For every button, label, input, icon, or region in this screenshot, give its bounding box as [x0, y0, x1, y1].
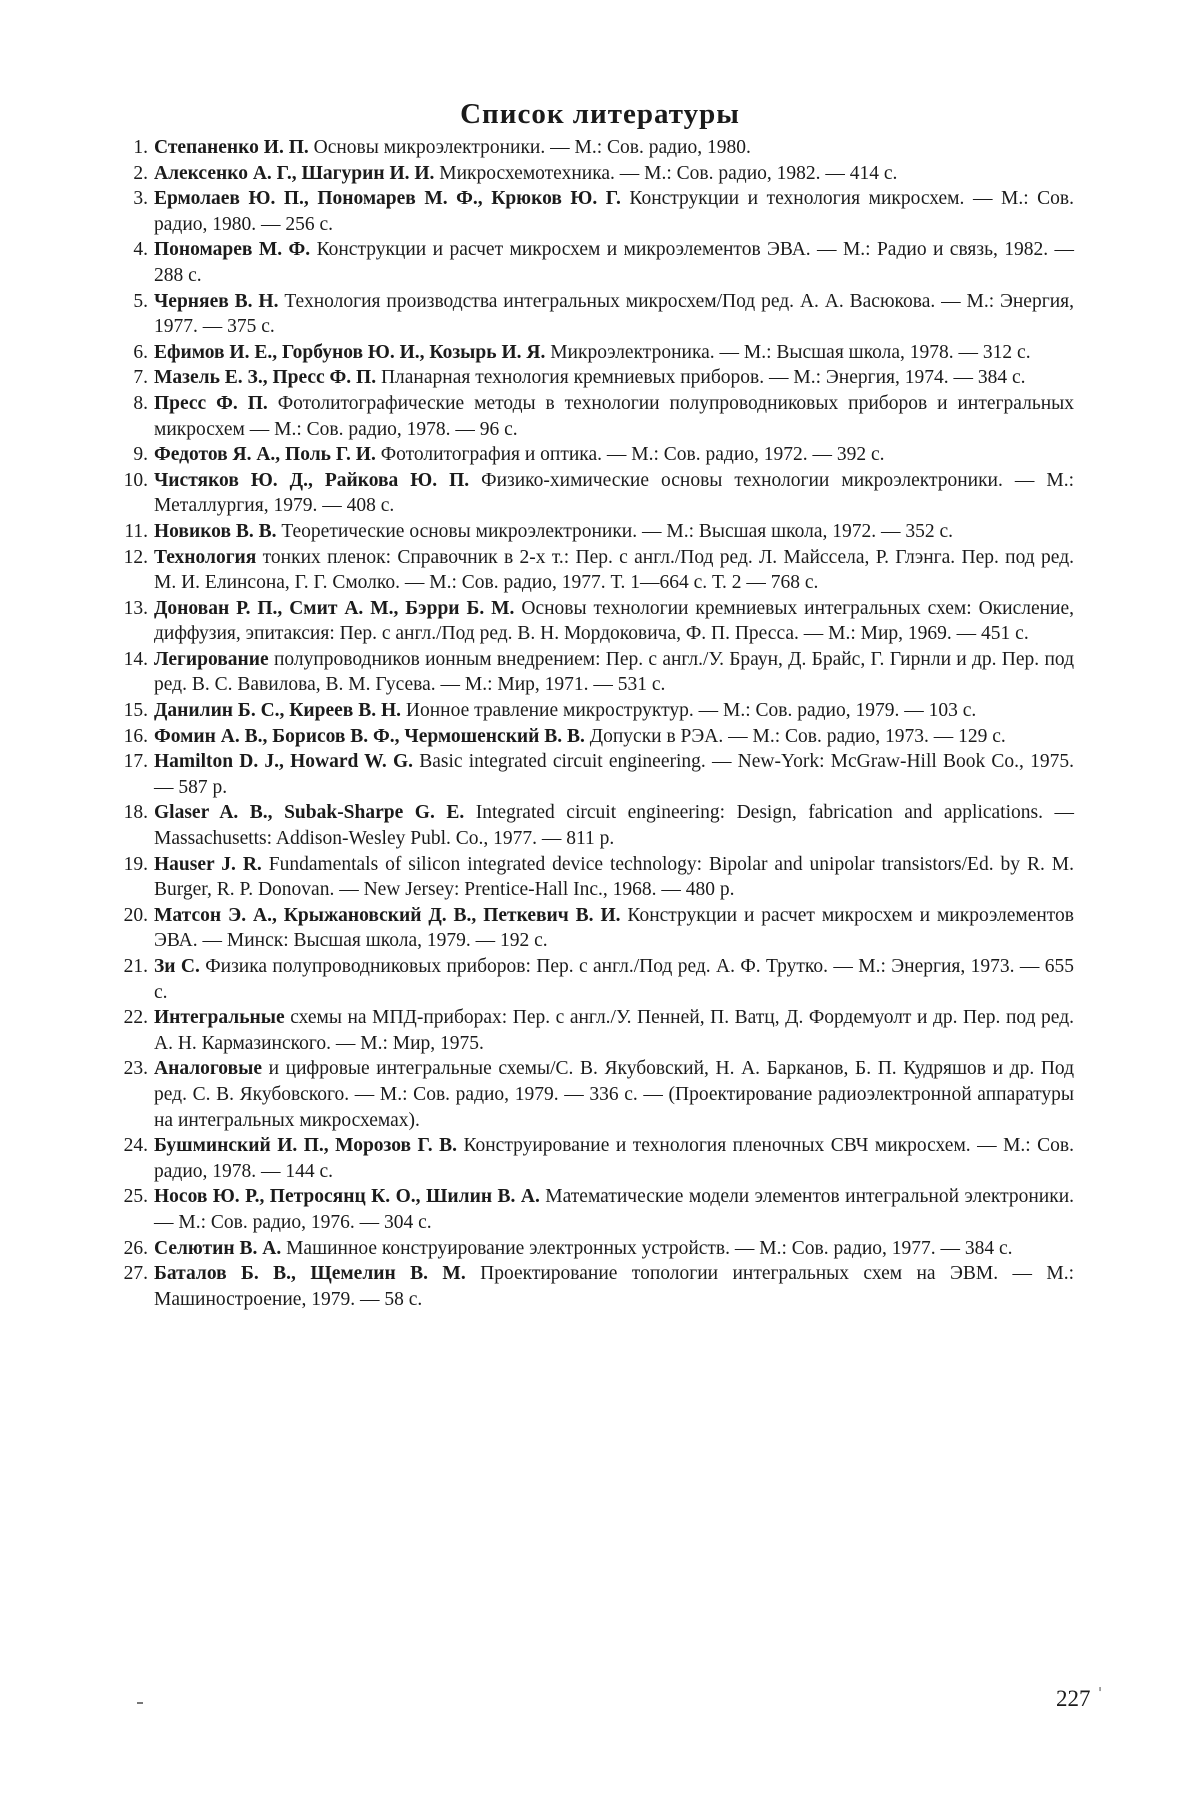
reference-authors: Федотов Я. А., Поль Г. И. [154, 444, 376, 465]
reference-text: Теоретические основы микроэлектроники. — М.: Высшая школа, 1972. — 352 с. [281, 521, 953, 542]
reference-entry [118, 237, 1074, 288]
reference-authors: Ермолаев Ю. П., Пономарев М. Ф., Крюков Ю. Г. [154, 188, 621, 209]
reference-number: 13. [118, 596, 148, 622]
reference-text: Основы микроэлектроники. — М.: Сов. радио, 1980. [314, 137, 751, 158]
reference-entry [118, 1133, 1074, 1184]
reference-number: 4. [118, 237, 148, 263]
reference-text: Fundamentals of silicon integrated device technology: Bipolar and unipolar transistors/Ed. by R. M. Burger, R. P. Donovan. — New Jersey: Prentice-Hall Inc., 1968. — 480 p. [154, 854, 1074, 901]
reference-text: тонких пленок: Справочник в 2-х т.: Пер. с англ./Под ред. Л. Майссела, Р. Глэнга. Пер. под ред. М. И. Елинсона, Г. Г. Смолко. — М.: Сов. радио, 1977. Т. 1—664 с. Т. 2 — 768 с. [154, 547, 1074, 594]
reference-number: 20. [118, 903, 148, 929]
reference-entry [118, 391, 1074, 442]
reference-entry [118, 468, 1074, 519]
reference-entry [118, 903, 1074, 954]
reference-authors: Баталов Б. В., Щемелин В. М. [154, 1263, 466, 1284]
reference-text: Допуски в РЭА. — М.: Сов. радио, 1973. — 129 с. [590, 726, 1006, 747]
reference-number: 15. [118, 698, 148, 724]
document-page [0, 0, 1200, 1800]
reference-text: схемы на МПД-приборах: Пер. с англ./У. Пенней, П. Ватц, Д. Фордемуолт и др. Пер. под ред. А. Н. Кармазинского. — М.: Мир, 1975. [154, 1007, 1074, 1054]
reference-entry [118, 698, 1074, 724]
reference-authors: Матсон Э. А., Крыжановский Д. В., Петкевич В. И. [154, 905, 621, 926]
reference-authors: Алексенко А. Г., Шагурин И. И. [154, 163, 434, 184]
reference-text: Ионное травление микроструктур. — М.: Сов. радио, 1979. — 103 с. [406, 700, 976, 721]
reference-authors: Селютин В. А. [154, 1238, 281, 1259]
reference-number: 26. [118, 1236, 148, 1262]
page-tick-mark: ' [1098, 1684, 1102, 1702]
reference-text: полупроводников ионным внедрением: Пер. с англ./У. Браун, Д. Брайс, Г. Гирнли и др. Пер. под ред. В. С. Вавилова, В. М. Гусева. — М.: Мир, 1971. — 531 с. [154, 649, 1074, 696]
reference-entry [118, 1236, 1074, 1262]
reference-entry [118, 954, 1074, 1005]
reference-authors: Черняев В. Н. [154, 291, 278, 312]
reference-authors: Ефимов И. Е., Горбунов Ю. И., Козырь И. Я. [154, 342, 545, 363]
reference-list [118, 135, 1074, 1312]
page-number: 227 [1056, 1686, 1091, 1712]
reference-text: Конструкции и расчет микросхем и микроэлементов ЭВА. — Минск: Высшая школа, 1979. — 192 с. [154, 905, 1074, 952]
reference-entry [118, 289, 1074, 340]
reference-number: 27. [118, 1261, 148, 1287]
reference-authors: Фомин А. В., Борисов В. Ф., Чермошенский В. В. [154, 726, 585, 747]
reference-authors: Технология [154, 547, 256, 568]
reference-number: 9. [118, 442, 148, 468]
reference-text: Конструкции и расчет микросхем и микроэлементов ЭВА. — М.: Радио и связь, 1982. — 288 с. [154, 239, 1074, 286]
reference-entry [118, 340, 1074, 366]
reference-entry [118, 800, 1074, 851]
reference-text: Машинное конструирование электронных устройств. — М.: Сов. радио, 1977. — 384 с. [286, 1238, 1012, 1259]
reference-authors: Носов Ю. Р., Петросянц К. О., Шилин В. А. [154, 1186, 540, 1207]
reference-number: 3. [118, 186, 148, 212]
reference-authors: Hauser J. R. [154, 854, 262, 875]
reference-text: Конструирование и технология пленочных СВЧ микросхем. — М.: Сов. радио, 1978. — 144 с. [154, 1135, 1074, 1182]
reference-text: Фотолитография и оптика. — М.: Сов. радио, 1972. — 392 с. [381, 444, 885, 465]
reference-authors: Интегральные [154, 1007, 285, 1028]
reference-text: Планарная технология кремниевых приборов. — М.: Энергия, 1974. — 384 с. [381, 367, 1026, 388]
reference-entry [118, 442, 1074, 468]
reference-entry [118, 545, 1074, 596]
reference-entry [118, 596, 1074, 647]
reference-number: 25. [118, 1184, 148, 1210]
reference-entry [118, 186, 1074, 237]
reference-text: Проектирование топологии интегральных схем на ЭВМ. — М.: Машиностроение, 1979. — 58 с. [154, 1263, 1074, 1310]
reference-text: Физико-химические основы технологии микроэлектроники. — М.: Металлургия, 1979. — 408 с. [154, 470, 1074, 517]
reference-entry [118, 519, 1074, 545]
reference-text: Математические модели элементов интегральной электроники. — М.: Сов. радио, 1976. — 304 с. [154, 1186, 1074, 1233]
reference-number: 10. [118, 468, 148, 494]
reference-authors: Данилин Б. С., Киреев В. Н. [154, 700, 401, 721]
reference-number: 16. [118, 724, 148, 750]
reference-entry [118, 749, 1074, 800]
reference-entry [118, 1184, 1074, 1235]
reference-entry [118, 647, 1074, 698]
reference-authors: Glaser A. B., Subak-Sharpe G. E. [154, 802, 464, 823]
reference-number: 12. [118, 545, 148, 571]
reference-authors: Новиков В. В. [154, 521, 276, 542]
reference-text: Конструкции и технология микросхем. — М.: Сов. радио, 1980. — 256 с. [154, 188, 1074, 235]
reference-text: Физика полупроводниковых приборов: Пер. с англ./Под ред. А. Ф. Трутко. — М.: Энергия, 1973. — 655 с. [154, 956, 1074, 1003]
reference-entry [118, 1005, 1074, 1056]
reference-text: Фотолитографические методы в технологии полупроводниковых приборов и интегральных микросхем — М.: Сов. радио, 1978. — 96 с. [154, 393, 1074, 440]
reference-authors: Пономарев М. Ф. [154, 239, 310, 260]
reference-entry [118, 1056, 1074, 1133]
reference-number: 18. [118, 800, 148, 826]
reference-number: 24. [118, 1133, 148, 1159]
reference-number: 19. [118, 852, 148, 878]
reference-number: 23. [118, 1056, 148, 1082]
reference-number: 17. [118, 749, 148, 775]
reference-authors: Легирование [154, 649, 269, 670]
reference-authors: Чистяков Ю. Д., Райкова Ю. П. [154, 470, 469, 491]
reference-entry [118, 135, 1074, 161]
reference-number: 6. [118, 340, 148, 366]
reference-text: и цифровые интегральные схемы/С. В. Якубовский, Н. А. Барканов, Б. П. Кудряшов и др. Под ред. С. В. Якубовского. — М.: Сов. радио, 1979. — 336 с. — (Проектирование радиоэлектронной аппаратуры на интегральных микросхемах). [154, 1058, 1074, 1130]
reference-number: 14. [118, 647, 148, 673]
reference-number: 21. [118, 954, 148, 980]
reference-entry [118, 1261, 1074, 1312]
reference-entry [118, 365, 1074, 391]
reference-text: Integrated circuit engineering: Design, fabrication and applications. — Massachusetts: Addison-Wesley Publ. Co., 1977. — 811 p. [154, 802, 1074, 849]
reference-text: Технология производства интегральных микросхем/Под ред. А. А. Васюкова. — М.: Энергия, 1977. — 375 с. [154, 291, 1074, 338]
reference-number: 22. [118, 1005, 148, 1031]
reference-authors: Бушминский И. П., Морозов Г. В. [154, 1135, 457, 1156]
reference-authors: Пресс Ф. П. [154, 393, 268, 414]
reference-authors: Мазель Е. З., Пресс Ф. П. [154, 367, 376, 388]
reference-number: 5. [118, 289, 148, 315]
reference-number: 2. [118, 161, 148, 187]
reference-authors: Зи С. [154, 956, 200, 977]
reference-number: 8. [118, 391, 148, 417]
reference-text: Basic integrated circuit engineering. — New-York: McGraw-Hill Book Co., 1975. — 587 p. [154, 751, 1074, 798]
reference-entry [118, 161, 1074, 187]
page-mark [137, 1702, 143, 1704]
reference-text: Микроэлектроника. — М.: Высшая школа, 1978. — 312 с. [550, 342, 1030, 363]
reference-authors: Аналоговые [154, 1058, 262, 1079]
reference-text: Микросхемотехника. — М.: Сов. радио, 1982. — 414 с. [439, 163, 897, 184]
reference-entry [118, 724, 1074, 750]
reference-authors: Hamilton D. J., Howard W. G. [154, 751, 413, 772]
reference-entry [118, 852, 1074, 903]
page-title: Список литературы [0, 98, 1200, 131]
reference-authors: Донован Р. П., Смит А. М., Бэрри Б. М. [154, 598, 514, 619]
reference-number: 11. [118, 519, 148, 545]
reference-text: Основы технологии кремниевых интегральных схем: Окисление, диффузия, эпитаксия: Пер. с англ./Под ред. В. Н. Мордоковича, Ф. П. Пресса. — М.: Мир, 1969. — 451 с. [154, 598, 1074, 645]
reference-number: 7. [118, 365, 148, 391]
reference-authors: Степаненко И. П. [154, 137, 309, 158]
reference-number: 1. [118, 135, 148, 161]
